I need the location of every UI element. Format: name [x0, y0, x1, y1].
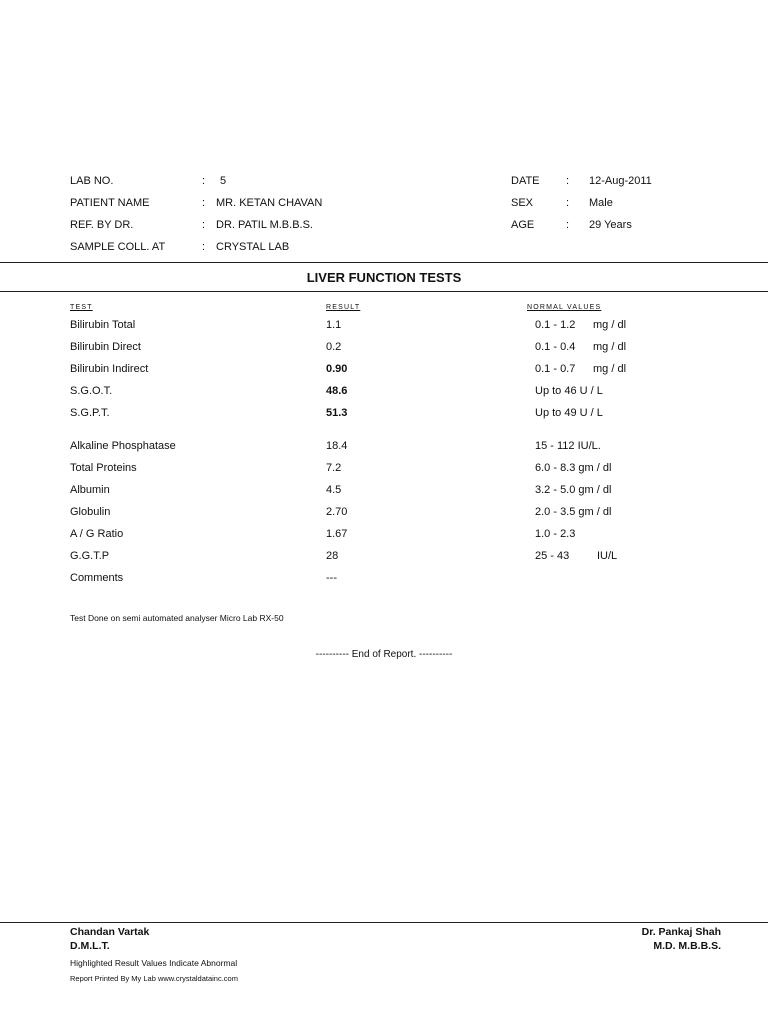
- column-header-test: TEST: [70, 304, 93, 311]
- colon: :: [202, 175, 206, 187]
- colon: :: [566, 219, 570, 231]
- sex-value: Male: [589, 197, 613, 209]
- colon: :: [202, 219, 206, 231]
- test-name: Total Proteins: [70, 462, 137, 474]
- test-name: Bilirubin Direct: [70, 341, 141, 353]
- colon: :: [202, 197, 206, 209]
- test-name: A / G Ratio: [70, 528, 124, 540]
- age-label: AGE: [511, 219, 535, 231]
- patient-name-value: MR. KETAN CHAVAN: [216, 197, 323, 209]
- normal-range: 25 - 43: [535, 550, 570, 562]
- footer-divider: [0, 922, 768, 923]
- normal-range: 3.2 - 5.0 gm / dl: [535, 484, 612, 496]
- colon: :: [566, 175, 570, 187]
- test-name: Comments: [70, 572, 124, 584]
- abnormal-legend: Highlighted Result Values Indicate Abnormal: [70, 958, 238, 968]
- table-row: [0, 385, 768, 399]
- lab-no-label: LAB NO.: [70, 175, 114, 187]
- normal-range: 2.0 - 3.5 gm / dl: [535, 506, 612, 518]
- table-row: [0, 341, 768, 355]
- technician-qualification: D.M.L.T.: [70, 940, 110, 952]
- test-result-abnormal: 0.90: [326, 363, 348, 375]
- table-row: [0, 462, 768, 476]
- test-result: 2.70: [326, 506, 348, 518]
- normal-range: Up to 46 U / L: [535, 385, 603, 397]
- patient-name-label: PATIENT NAME: [70, 197, 150, 209]
- test-result: 28: [326, 550, 339, 562]
- table-row: [0, 484, 768, 498]
- test-name: Globulin: [70, 506, 111, 518]
- test-result: 18.4: [326, 440, 348, 452]
- date-label: DATE: [511, 175, 540, 187]
- doctor-qualification: M.D. M.B.B.S.: [653, 940, 721, 952]
- normal-range: 0.1 - 0.4: [535, 341, 576, 353]
- doctor-name: Dr. Pankaj Shah: [641, 926, 721, 938]
- sex-label: SEX: [511, 197, 534, 209]
- unit: mg / dl: [593, 319, 627, 331]
- test-name: S.G.O.T.: [70, 385, 113, 397]
- table-row: [0, 550, 768, 564]
- table-row: [0, 440, 768, 454]
- table-row: [0, 528, 768, 542]
- table-row: [0, 363, 768, 377]
- test-result: 1.67: [326, 528, 348, 540]
- normal-range: 0.1 - 1.2: [535, 319, 576, 331]
- age-value: 29 Years: [589, 219, 632, 231]
- normal-range: 6.0 - 8.3 gm / dl: [535, 462, 612, 474]
- test-name: G.G.T.P: [70, 550, 110, 562]
- analyser-note: Test Done on semi automated analyser Micro Lab RX-50: [70, 613, 284, 623]
- test-name: Bilirubin Indirect: [70, 363, 149, 375]
- test-name: Bilirubin Total: [70, 319, 136, 331]
- test-result-abnormal: 48.6: [326, 385, 348, 397]
- table-row: [0, 506, 768, 520]
- column-header-result: RESULT: [326, 304, 361, 311]
- colon: :: [566, 197, 570, 209]
- unit: mg / dl: [593, 363, 627, 375]
- test-name: Albumin: [70, 484, 110, 496]
- printed-by: Report Printed By My Lab www.crystaldatainc.com: [70, 974, 238, 983]
- sample-value: CRYSTAL LAB: [216, 241, 290, 253]
- ref-by-value: DR. PATIL M.B.B.S.: [216, 219, 313, 231]
- unit: IU/L: [597, 550, 618, 562]
- technician-name: Chandan Vartak: [70, 926, 150, 938]
- normal-range: 1.0 - 2.3: [535, 528, 576, 540]
- test-result: 7.2: [326, 462, 342, 474]
- table-row: [0, 572, 768, 586]
- table-row: [0, 319, 768, 333]
- colon: :: [202, 241, 206, 253]
- table-row: [0, 407, 768, 421]
- divider: [0, 262, 768, 263]
- date-value: 12-Aug-2011: [589, 175, 652, 187]
- divider: [0, 291, 768, 292]
- test-name: Alkaline Phosphatase: [70, 440, 176, 452]
- ref-by-label: REF. BY DR.: [70, 219, 134, 231]
- normal-range: 0.1 - 0.7: [535, 363, 576, 375]
- sample-label: SAMPLE COLL. AT: [70, 241, 166, 253]
- report-title: LIVER FUNCTION TESTS: [306, 270, 462, 285]
- column-header-normal-values: NORMAL VALUES: [527, 304, 602, 311]
- lab-no-value: 5: [220, 175, 227, 187]
- normal-range: 15 - 112 IU/L.: [535, 440, 601, 452]
- test-result-abnormal: 51.3: [326, 407, 348, 419]
- test-result: 4.5: [326, 484, 342, 496]
- end-of-report: ---------- End of Report. ----------: [315, 649, 453, 660]
- unit: mg / dl: [593, 341, 627, 353]
- test-name: S.G.P.T.: [70, 407, 110, 419]
- test-result: 0.2: [326, 341, 342, 353]
- test-result: ---: [326, 572, 337, 584]
- normal-range: Up to 49 U / L: [535, 407, 603, 419]
- test-result: 1.1: [326, 319, 342, 331]
